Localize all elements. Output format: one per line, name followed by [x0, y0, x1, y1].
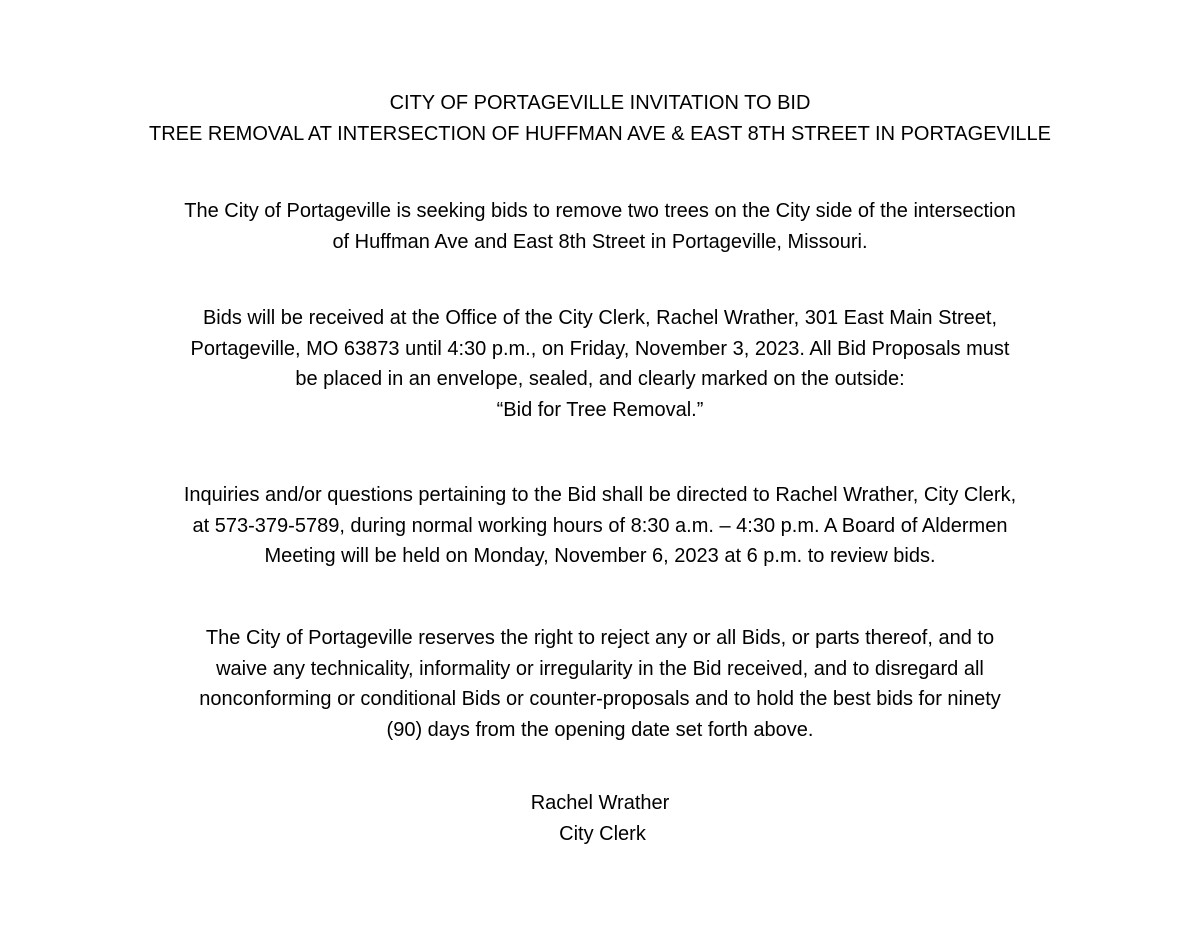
text-line: at 573-379-5789, during normal working hours of 8:30 a.m. – 4:30 p.m. A Board of Aldermen: [192, 514, 1008, 537]
text-line: (90) days from the opening date set forth above.: [386, 718, 814, 741]
signature-block: [60, 788, 1140, 849]
paragraph-reservation: [60, 623, 1140, 745]
signer-role: City Clerk: [559, 822, 646, 845]
subtitle-line: TREE REMOVAL AT INTERSECTION OF HUFFMAN AVE & EAST 8TH STREET IN PORTAGEVILLE: [148, 122, 1052, 145]
document-title: [60, 88, 1140, 149]
title-line: CITY OF PORTAGEVILLE INVITATION TO BID: [389, 92, 811, 114]
text-line: of Huffman Ave and East 8th Street in Portageville, Missouri.: [332, 230, 868, 253]
text-line: nonconforming or conditional Bids or counter-proposals and to hold the best bids for ninety: [199, 688, 1001, 710]
text-line: Inquiries and/or questions pertaining to the Bid shall be directed to Rachel Wrather, City Clerk,: [183, 484, 1017, 506]
signer-name: Rachel Wrather: [530, 792, 670, 814]
text-line: waive any technicality, informality or irregularity in the Bid received, and to disregard all: [216, 657, 984, 680]
text-line: “Bid for Tree Removal.”: [496, 398, 704, 421]
paragraph-inquiries: [60, 480, 1140, 572]
text-line: be placed in an envelope, sealed, and clearly marked on the outside:: [295, 368, 905, 390]
text-line: Meeting will be held on Monday, November 6, 2023 at 6 p.m. to review bids.: [264, 545, 936, 567]
paragraph-submission: [60, 303, 1140, 425]
text-line: Bids will be received at the Office of the City Clerk, Rachel Wrather, 301 East Main Street,: [202, 307, 998, 329]
text-line: The City of Portageville reserves the right to reject any or all Bids, or parts thereof, and to: [205, 627, 995, 649]
text-line: The City of Portageville is seeking bids to remove two trees on the City side of the intersection: [184, 200, 1016, 222]
text-line: Portageville, MO 63873 until 4:30 p.m., on Friday, November 3, 2023. All Bid Proposals must: [190, 337, 1010, 360]
paragraph-scope: [60, 196, 1140, 257]
